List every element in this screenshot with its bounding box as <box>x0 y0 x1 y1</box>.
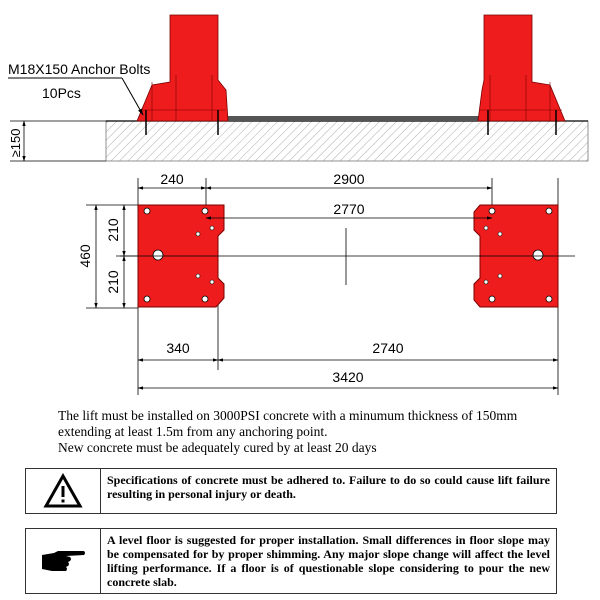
dim-210-upper: 210 <box>105 218 121 242</box>
dim-240: 240 <box>160 171 184 187</box>
dim-340: 340 <box>166 340 190 356</box>
dim-210-lower: 210 <box>105 270 121 294</box>
dim-3420: 3420 <box>332 369 364 385</box>
left-column <box>137 15 228 135</box>
floor-cover-plate <box>222 116 482 121</box>
dim-460: 460 <box>77 244 93 268</box>
concrete-slab <box>106 121 588 161</box>
side-elevation-view <box>8 15 588 161</box>
note-line-3: New concrete must be adequately cured by at least 20 days <box>58 440 377 455</box>
pointing-hand-icon <box>26 529 101 593</box>
warning-box-level-floor <box>25 528 557 594</box>
warning-text-level-floor: A level floor is suggested for proper installation. Small differences in floor slope may be compensated for by proper shimming. Any major slope change will affect the level lifting performance. If a floor is of questionable slope considering to pour the new concrete slab. <box>107 533 550 589</box>
note-line-2: extending at least 1.5m from any anchoring point. <box>58 424 328 439</box>
anchor-bolts-quantity: 10Pcs <box>42 85 81 101</box>
concrete-requirements-notes <box>58 408 578 456</box>
anchor-bolts-label: M18X150 Anchor Bolts <box>8 61 151 77</box>
note-line-1: The lift must be installed on 3000PSI concrete with a minumum thickness of 150mm <box>58 408 518 423</box>
warning-text-safety: Specifications of concrete must be adhered to. Failure to do so could cause lift failure resulting in personal injury or death. <box>107 473 550 501</box>
warning-box-safety <box>25 468 557 514</box>
warning-triangle-icon <box>26 469 101 513</box>
right-column <box>478 15 565 135</box>
dim-2900: 2900 <box>333 171 365 187</box>
dim-2740: 2740 <box>372 340 404 356</box>
plan-view <box>77 171 575 395</box>
thickness-dimension-label: ≥150 <box>8 128 23 158</box>
dim-2770: 2770 <box>333 201 365 217</box>
